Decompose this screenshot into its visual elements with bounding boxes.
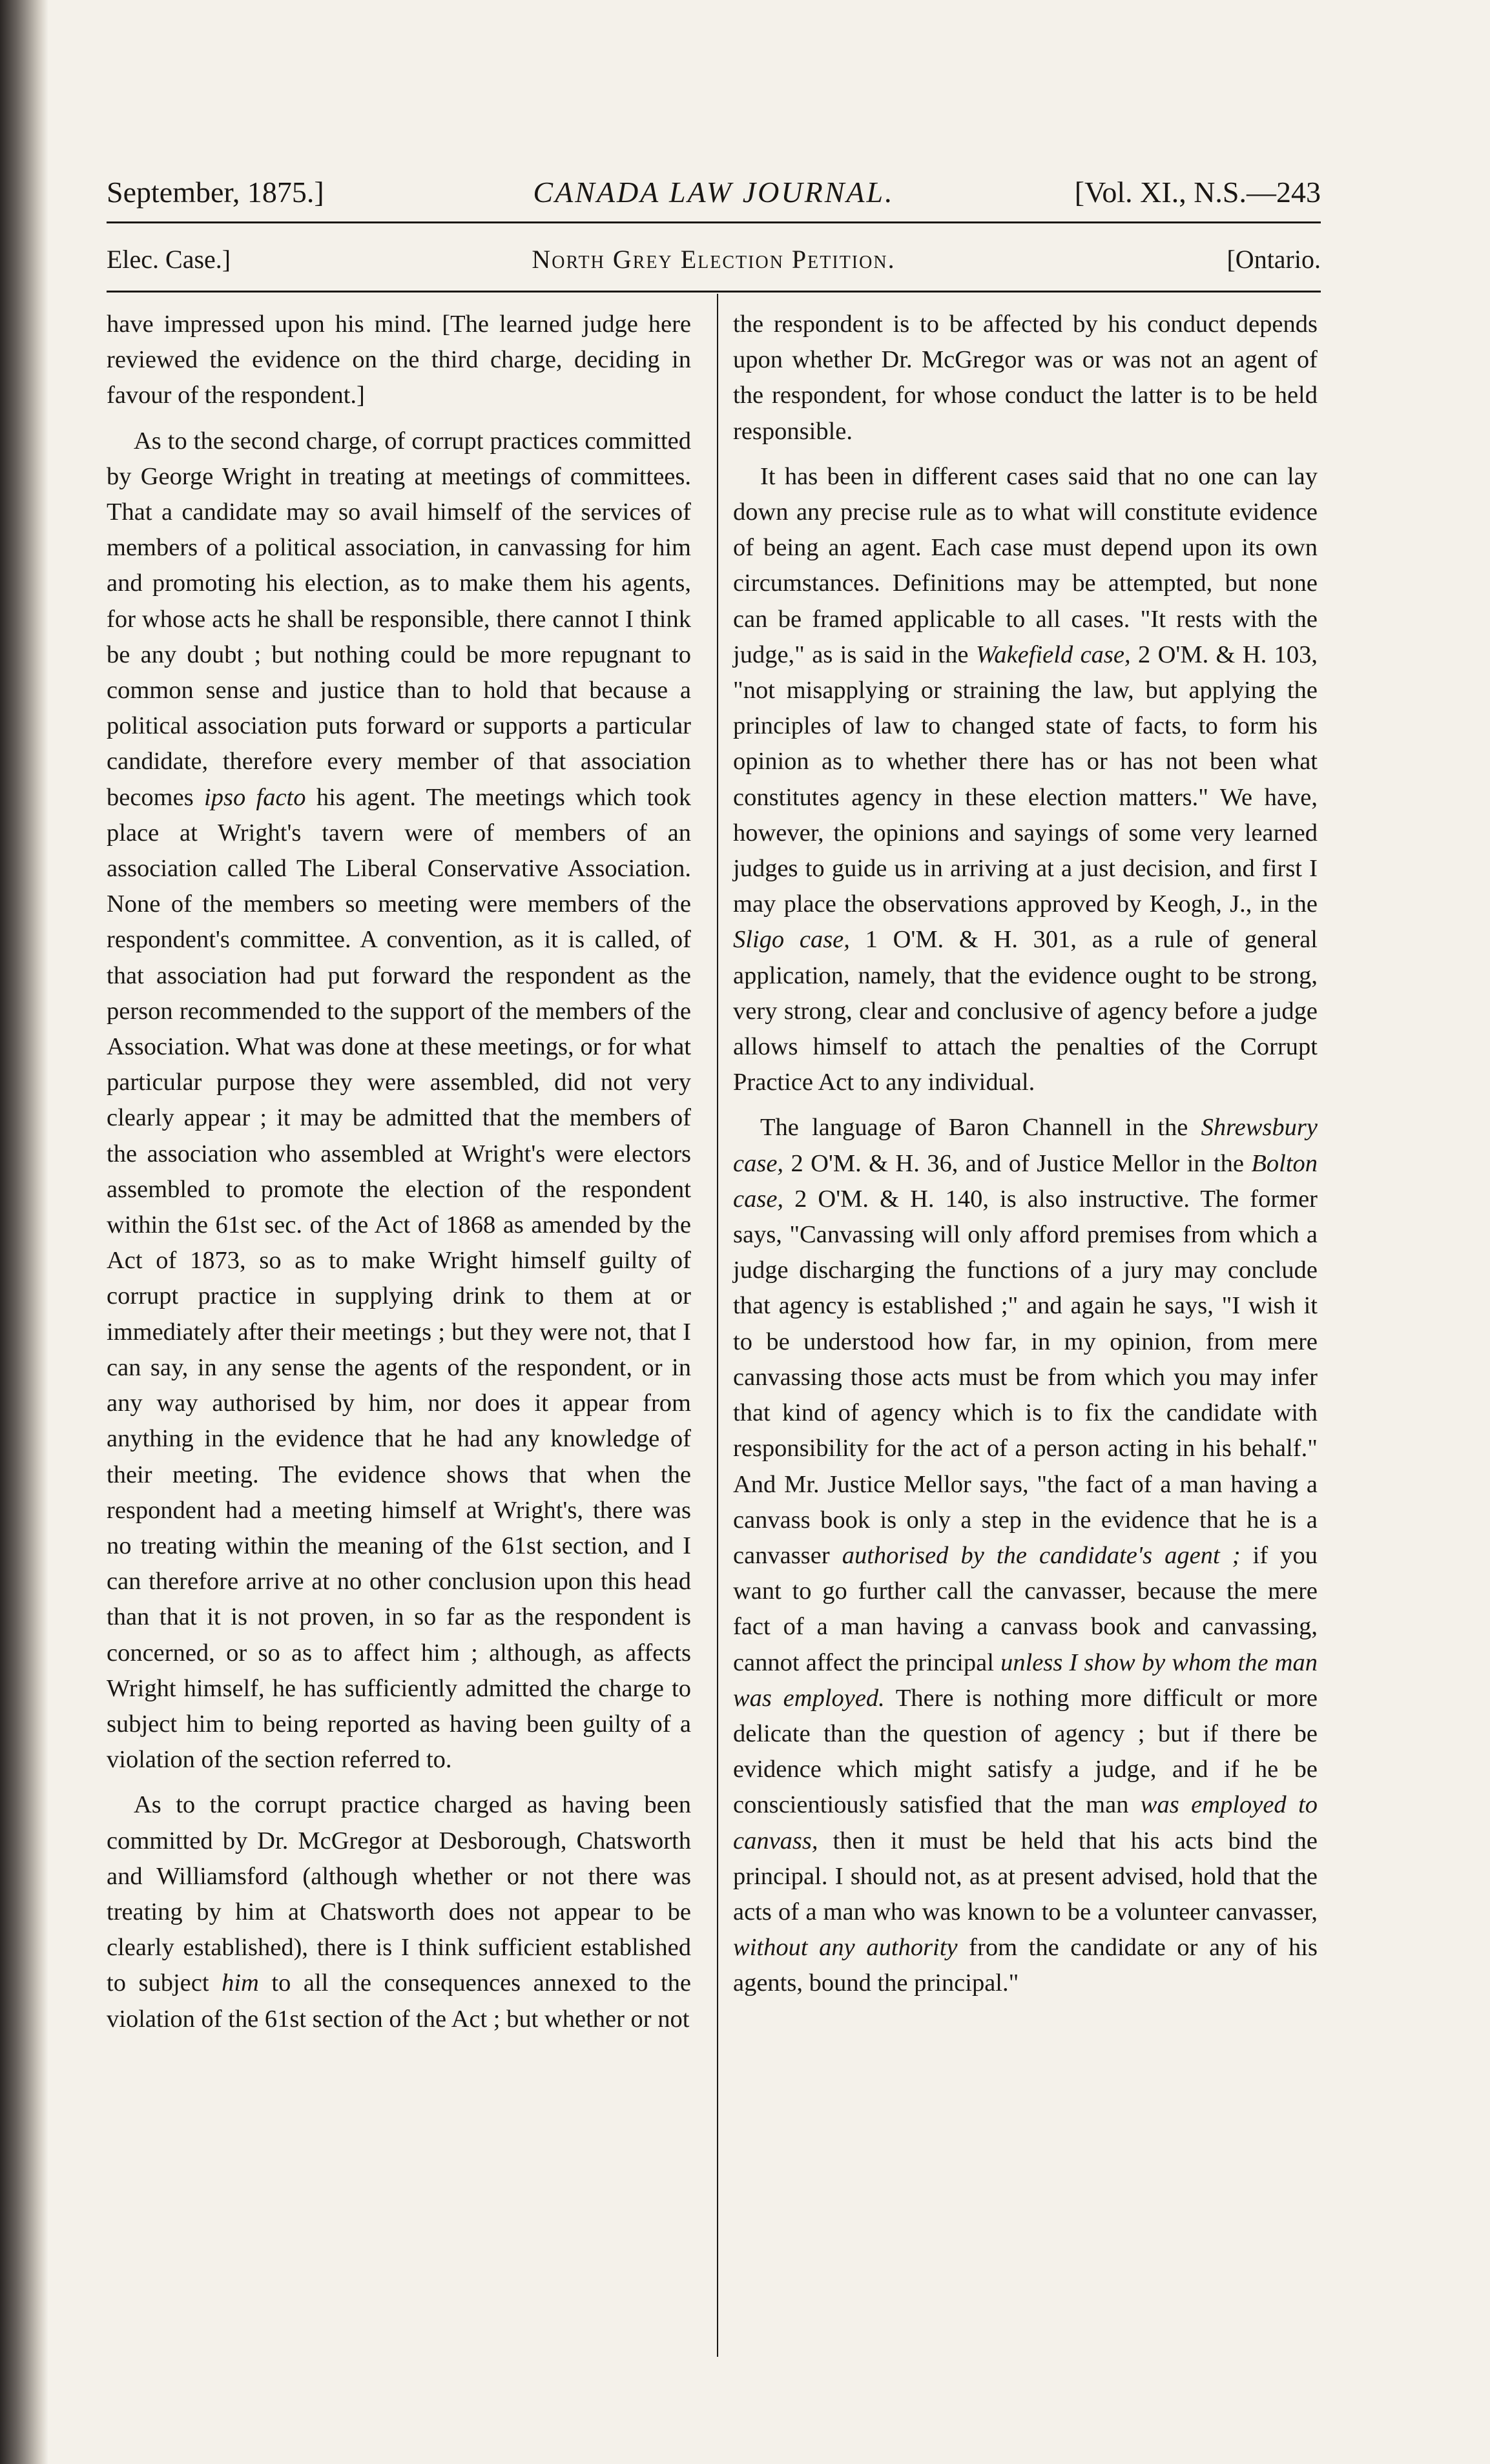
paragraph: have impressed upon his mind. [The learned judge here reviewed the evidence on the third charge, deciding in favour of the respondent.] (107, 311, 691, 409)
book-spine-shadow (0, 0, 48, 2464)
paragraph: It has been in different cases said that no one can lay down any precise rule as to what will constitute evidence of being an agent. Each case must depend upon its own circumstances. Definitions may be attempted, but none can be framed applicable to all cases. "It rests with the judge," as is said in the Wakefield case, 2 O'M. & H. 103, "not misapplying or straining the law, but applying the principles of law to changed state of facts, to form his opinion as to whether there has or has not been what constitutes agency in these election matters." We have, however, the opinions and sayings of some very learned judges to guide us in arriving at a just decision, and first I may place the observations approved by Keogh, J., in the Sligo case, 1 O'M. & H. 301, as a rule of general application, namely, that the evidence ought to be strong, very strong, clear and conclusive of agency before a judge allows himself to attach the penalties of the Corrupt Practice Act to any individual. (733, 462, 1318, 1096)
case-type: Elec. Case.] (107, 245, 231, 274)
paragraph: The language of Baron Channell in the Shrewsbury case, 2 O'M. & H. 36, and of Justice Mellor in the Bolton case, 2 O'M. & H. 140, is also instructive. The former says, "Canvassing will only afford premises from which a judge discharging the functions of a jury may conclude that agency is established ;" and again he says, "I wish it to be understood how far, in my opinion, from mere canvassing those acts must be from which you may infer that kind of agency which is to fix the candidate with responsibility for the act of a person acting in his behalf." And Mr. Justice Mellor says, "the fact of a man having a canvass book is only a step in the evidence that he is a canvasser authorised by the candidate's agent ; if you want to go further call the canvasser, because the mere fact of a man having a canvass book and canvassing, cannot affect the principal unless I show by whom the man was employed. There is nothing more difficult or more delicate than the question of agency ; but if there be evidence which might satisfy a judge, and if he be conscientiously satisfied that the man was employed to canvass, then it must be held that his acts bind the principal. I should not, as at present advised, hold that the acts of a man who was known to be a volunteer canvasser, without any authority from the candidate or any of his agents, bound the principal." (733, 1114, 1318, 1997)
journal-title: CANADA LAW JOURNAL. (533, 176, 895, 209)
jurisdiction: [Ontario. (1226, 245, 1321, 274)
section-head (107, 234, 1321, 285)
paragraph: As to the second charge, of corrupt practices committed by George Wright in treating at meetings of committees. That a candidate may so avail himself of the services of members of a political association, in canvassing for him and promoting his election, as to make them his agents, for whose acts he shall be responsible, there cannot I think be any doubt ; but nothing could be more repugnant to common sense and justice than to hold that because a political association puts forward or supports a particular candidate, therefore every member of that association becomes ipso facto his agent. The meetings which took place at Wright's tavern were of members of an association called The Liberal Conservative Association. None of the members so meeting were members of the respondent's committee. A convention, as it is called, of that association had put forward the respondent as the person recommended to the support of the members of the Association. What was done at these meetings, or for what particular purpose they were assembled, did not very clearly appear ; it may be admitted that the members of the association who assembled at Wright's were electors assembled to promote the election of the respondent within the 61st sec. of the Act of 1868 as amended by the Act of 1873, so as to make Wright himself guilty of corrupt practice in supplying drink to them at or immediately after their meetings ; but they were not, that I can say, in any sense the agents of the respondent, or in any way authorised by him, nor does it appear from anything in the evidence that he had any knowledge of their meeting. The evidence shows that when the respondent had a meeting himself at Wright's, there was no treating within the meaning of the 61st section, and I can therefore arrive at no other conclusion upon this head than that it is not proven, in so far as the respondent is concerned, or so as to affect him ; although, as affects Wright himself, he has sufficiently admitted the charge to subject him to being reported as having been guilty of a violation of the section referred to. (107, 427, 691, 1774)
header-rule (107, 221, 1321, 223)
section-rule (107, 291, 1321, 293)
paragraph: As to the corrupt practice charged as having been committed by Dr. McGregor at Desborough, Chatsworth and Williamsford (although whether or not there was treating by him at Chatsworth does not appear to be clearly established), there is I think sufficient established to subject him to all the consequences annexed to the violation of the 61st section of the Act ; but whether or not (107, 1791, 692, 2033)
paragraph: the respondent is to be affected by his conduct depends upon whether Dr. McGregor was or was not an agent of the respondent, for whose conduct the latter is to be held responsible. (733, 311, 1318, 445)
header-date: September, 1875.] (107, 176, 324, 209)
case-title: North Grey Election Petition. (532, 245, 896, 274)
running-head (107, 167, 1321, 218)
right-column (733, 307, 1318, 2011)
column-divider (717, 294, 718, 2357)
left-column (107, 307, 691, 2047)
volume-page: [Vol. XI., N.S.—243 (1074, 176, 1321, 209)
